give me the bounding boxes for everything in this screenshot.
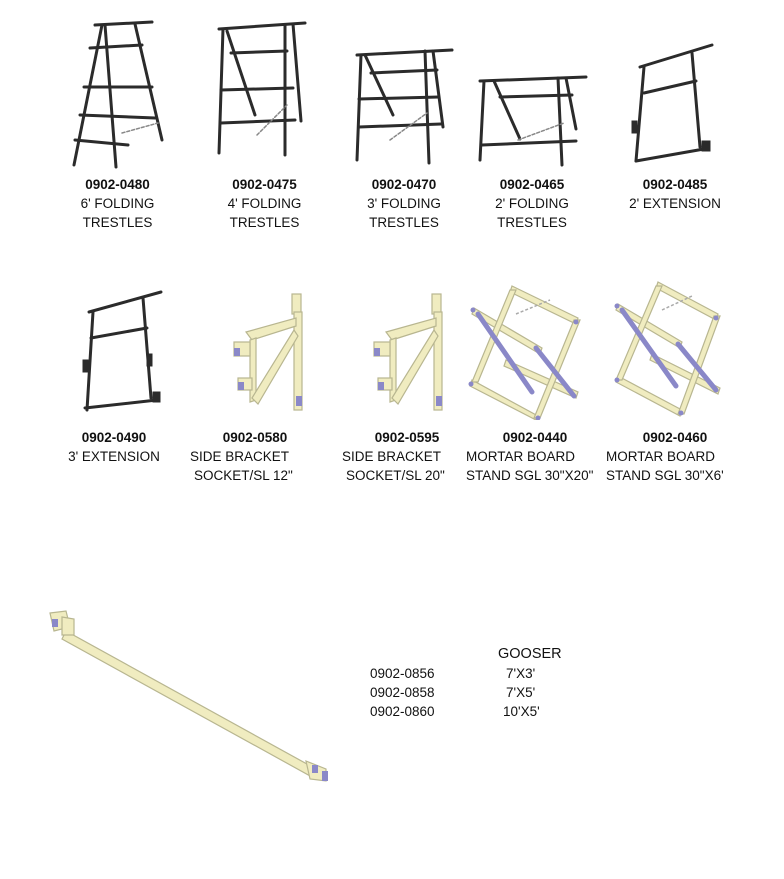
product-code: 0902-0595: [374, 430, 440, 445]
product-0902-0440: [466, 270, 604, 490]
gooser-size: 10'X5': [503, 704, 540, 719]
folding-trestle-icon: [60, 15, 175, 175]
product-desc-line: SIDE BRACKET: [342, 449, 442, 464]
side-bracket-icon: [342, 270, 472, 420]
product-code: 0902-0480: [85, 177, 150, 192]
folding-trestle-icon: [345, 15, 463, 175]
product-0902-0470: [345, 15, 463, 235]
product-code: 0902-0440: [502, 430, 568, 445]
product-desc-line: SOCKET/SL 20": [346, 468, 445, 483]
product-code: 0902-0470: [371, 177, 437, 192]
product-desc-line: 6' FOLDING: [80, 196, 155, 211]
folding-trestle-icon: [207, 15, 322, 175]
product-desc-line: 4' FOLDING: [227, 196, 302, 211]
product-desc-line: 2' EXTENSION: [629, 196, 721, 211]
product-desc-line: STAND SGL 30"X6': [606, 468, 724, 483]
gooser-code: 0902-0860: [370, 704, 435, 719]
product-desc-line: TRESTLES: [497, 215, 567, 230]
product-desc-line: 2' FOLDING: [495, 196, 569, 211]
product-code: 0902-0460: [642, 430, 708, 445]
product-desc-line: TRESTLES: [229, 215, 300, 230]
product-0902-0490: [55, 270, 173, 470]
gooser-row: [370, 702, 570, 722]
product-0902-0595: [342, 270, 472, 490]
gooser-row: [370, 664, 570, 684]
gooser-table: [370, 645, 590, 735]
product-code: 0902-0475: [232, 177, 297, 192]
mortar-board-stand-icon: [466, 270, 604, 420]
side-bracket-icon: [190, 270, 320, 420]
product-0902-0480: [60, 15, 175, 235]
product-desc-line: SIDE BRACKET: [190, 449, 290, 464]
product-0902-0485: [620, 15, 730, 235]
gooser-bar-icon: [44, 605, 339, 790]
product-desc-line: MORTAR BOARD: [466, 449, 576, 464]
gooser-size: 7'X3': [506, 666, 536, 681]
product-code: 0902-0580: [222, 430, 288, 445]
product-0902-0460: [606, 270, 744, 490]
gooser-row: [370, 683, 570, 703]
gooser-size: 7'X5': [506, 685, 536, 700]
product-desc-line: MORTAR BOARD: [606, 449, 716, 464]
product-0902-0465: [472, 15, 592, 235]
product-desc-line: TRESTLES: [369, 215, 439, 230]
extension-frame-icon: [55, 270, 173, 430]
product-code: 0902-0485: [642, 177, 708, 192]
product-desc-line: TRESTLES: [82, 215, 153, 230]
gooser-code: 0902-0858: [370, 685, 435, 700]
mortar-board-stand-icon: [606, 270, 744, 420]
product-code: 0902-0465: [499, 177, 565, 192]
product-0902-0580: [190, 270, 320, 490]
product-desc-line: SOCKET/SL 12": [194, 468, 293, 483]
product-desc-line: STAND SGL 30"X20": [466, 468, 594, 483]
product-desc-line: 3' FOLDING: [367, 196, 441, 211]
folding-trestle-icon: [472, 15, 592, 175]
product-code: 0902-0490: [81, 430, 147, 445]
extension-frame-icon: [620, 15, 730, 175]
product-desc-line: 3' EXTENSION: [68, 449, 160, 464]
gooser-code: 0902-0856: [370, 666, 435, 681]
gooser-title: GOOSER: [498, 646, 562, 662]
product-0902-0475: [207, 15, 322, 235]
